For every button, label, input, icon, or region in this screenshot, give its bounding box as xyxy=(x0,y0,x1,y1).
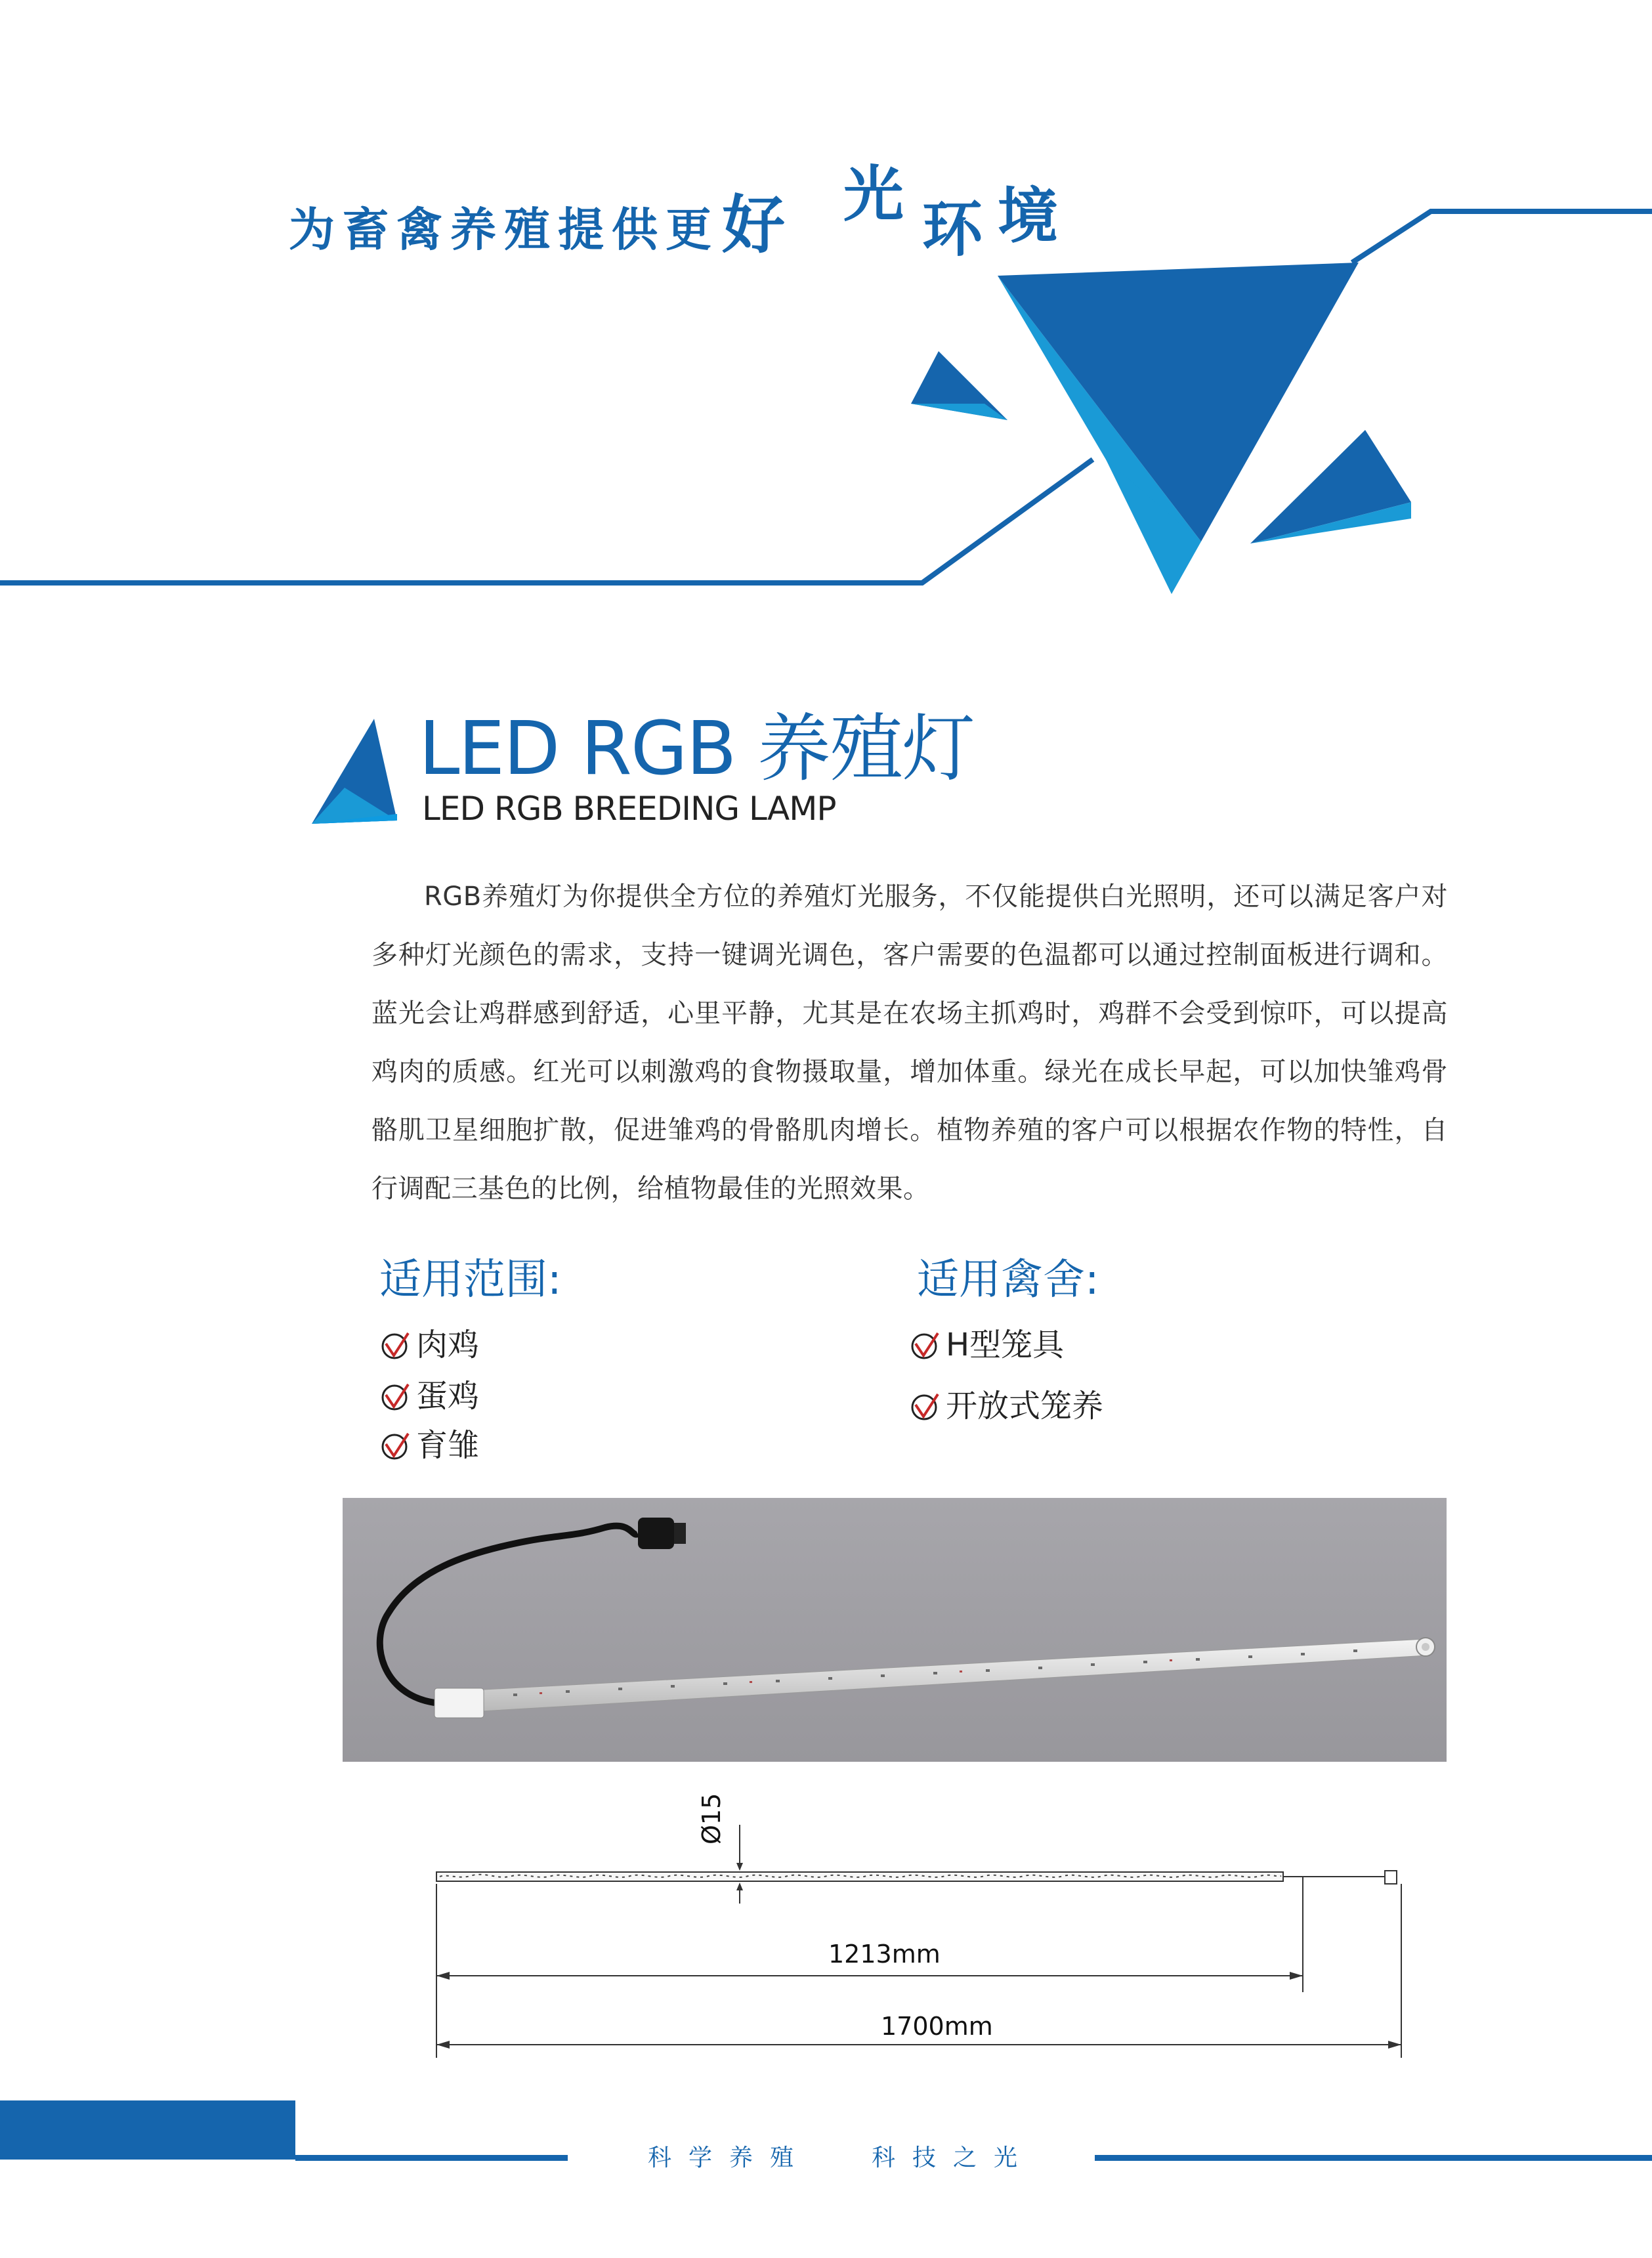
application-label: 蛋鸡 xyxy=(416,1378,480,1415)
product-subtitle: LED RGB BREEDING LAMP xyxy=(422,790,836,828)
check-circle-icon xyxy=(909,1390,941,1422)
check-circle-icon xyxy=(379,1329,411,1361)
footer-block xyxy=(0,2100,295,2160)
check-circle-icon xyxy=(909,1329,941,1361)
title-triangle-icon xyxy=(308,715,407,827)
applications-heading: 适用范围: xyxy=(379,1256,562,1304)
application-label: 肉鸡 xyxy=(416,1327,480,1363)
application-item xyxy=(379,1427,480,1464)
housing-item xyxy=(909,1390,1103,1422)
housing-item xyxy=(909,1329,1064,1361)
diameter-label: Ø15 xyxy=(697,1793,726,1844)
housing-label: H型笼具 xyxy=(946,1327,1065,1363)
total-length-label: 1700mm xyxy=(881,2012,993,2041)
application-label: 育雏 xyxy=(416,1427,480,1464)
description-paragraph: RGB养殖灯为你提供全方位的养殖灯光服务，不仅能提供白光照明，还可以满足客户对多种灯光颜色的需求，支持一键调光调色，客户需要的色温都可以通过控制面板进行调和。蓝光会让鸡群感到舒适，心里平静，尤其是在农场主抓鸡时，鸡群不会受到惊吓，可以提高鸡肉的质感。红光可以刺激鸡的食物摄取量，增加体重。绿光在成长早起，可以加快雏鸡骨骼肌卫星细胞扩散，促进雏鸡的骨骼肌肉增长。植物养殖的客户可以根据农作物的特性，自行调配三基色的比例，给植物最佳的光照效果。 xyxy=(371,882,1448,1204)
application-item xyxy=(379,1329,479,1361)
footer-slogan-left: 科学养殖 xyxy=(648,2144,811,2171)
slogan-char-env2: 境 xyxy=(998,181,1059,251)
slogan-char-env1: 环 xyxy=(922,194,983,265)
header-decoration xyxy=(0,0,1652,624)
product-photo xyxy=(343,1498,1447,1762)
product-description xyxy=(371,868,1448,1218)
lamp-photo-drawing xyxy=(343,1498,1447,1762)
lamp-length-label: 1213mm xyxy=(828,1940,941,1969)
header-line xyxy=(0,459,1093,583)
footer-slogan-right: 科技之光 xyxy=(872,2144,1035,2171)
housing-heading: 适用禽舍: xyxy=(917,1256,1099,1304)
housing-label: 开放式笼养 xyxy=(946,1388,1104,1424)
footer-line-left xyxy=(295,2155,568,2161)
application-item xyxy=(379,1378,480,1415)
slogan-char-light: 光 xyxy=(843,159,904,230)
check-circle-icon xyxy=(379,1380,411,1412)
check-circle-icon xyxy=(379,1430,411,1461)
footer-line-right xyxy=(1095,2155,1652,2161)
slogan-main: 为畜禽养殖提供更 xyxy=(289,202,719,257)
header-line-right xyxy=(1352,211,1652,263)
slogan-char-good: 好 xyxy=(722,188,785,262)
product-title: LED RGB 养殖灯 xyxy=(419,706,975,792)
header-slogan xyxy=(289,159,1142,272)
